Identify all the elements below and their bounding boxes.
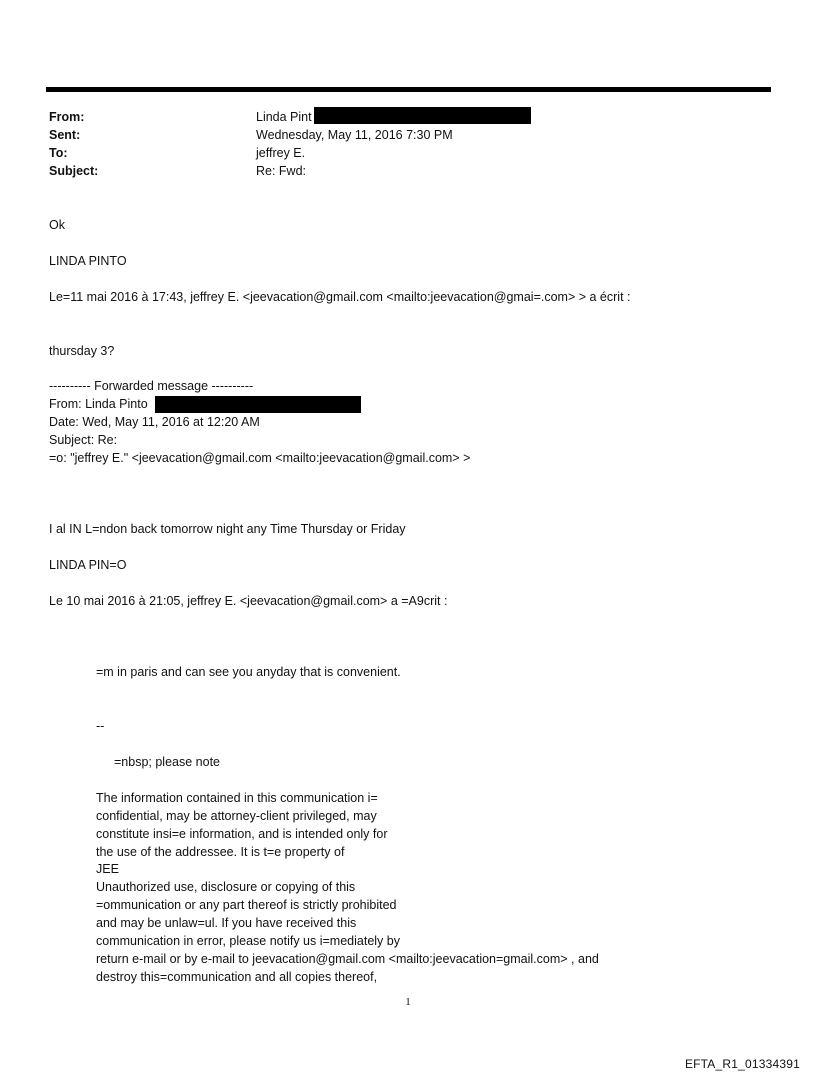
body-line: thursday 3? <box>49 344 115 358</box>
sent-value: Wednesday, May 11, 2016 7:30 PM <box>256 128 453 142</box>
to-label: To: <box>49 146 68 160</box>
body-line: Le=11 mai 2016 à 17:43, jeffrey E. <jeevacation@gmail.com <mailto:jeevacation@gmai=.com> > a écrit : <box>49 290 631 304</box>
disclaimer-line: confidential, may be attorney-client privileged, may <box>96 809 377 823</box>
body-line: Le 10 mai 2016 à 21:05, jeffrey E. <jeevacation@gmail.com> a =A9crit : <box>49 594 448 608</box>
disclaimer-line: return e-mail or by e-mail to jeevacation@gmail.com <mailto:jeevacation=gmail.com> , and <box>96 952 599 966</box>
body-line: LINDA PIN=O <box>49 558 127 572</box>
disclaimer-line: communication in error, please notify us i=mediately by <box>96 934 400 948</box>
signature-separator: -- <box>96 719 105 733</box>
disclaimer-line: =ommunication or any part thereof is strictly prohibited <box>96 898 397 912</box>
disclaimer-line: the use of the addressee. It is t=e property of <box>96 845 345 859</box>
body-line: =nbsp; please note <box>114 755 220 769</box>
disclaimer-line: destroy this=communication and all copies thereof, <box>96 970 378 984</box>
forwarded-date: Date: Wed, May 11, 2016 at 12:20 AM <box>49 415 260 429</box>
body-line: Ok <box>49 218 65 232</box>
page-number: 1 <box>405 996 411 1008</box>
forwarded-to: =o: "jeffrey E." <jeevacation@gmail.com <mailto:jeevacation@gmail.com> > <box>49 451 471 465</box>
disclaimer-line: constitute insi=e information, and is intended only for <box>96 827 388 841</box>
forwarded-separator: ---------- Forwarded message ---------- <box>49 379 254 393</box>
forwarded-from: From: Linda Pinto <box>49 397 148 411</box>
disclaimer-line: and may be unlaw=ul. If you have received this <box>96 916 357 930</box>
body-line: I al IN L=ndon back tomorrow night any Time Thursday or Friday <box>49 522 406 536</box>
from-label: From: <box>49 110 85 124</box>
header-rule <box>46 87 771 92</box>
disclaimer-line: The information contained in this communication i= <box>96 791 378 805</box>
redaction-box <box>314 107 531 124</box>
disclaimer-line: JEE <box>96 862 119 876</box>
body-line: =m in paris and can see you anyday that is convenient. <box>96 665 401 679</box>
from-value: Linda Pint <box>256 110 312 124</box>
bates-number: EFTA_R1_01334391 <box>684 1057 800 1071</box>
to-value: jeffrey E. <box>256 146 306 160</box>
disclaimer-line: Unauthorized use, disclosure or copying of this <box>96 880 356 894</box>
forwarded-subject: Subject: Re: <box>49 433 118 447</box>
body-line: LINDA PINTO <box>49 254 127 268</box>
redaction-box <box>155 396 361 413</box>
subject-label: Subject: <box>49 164 99 178</box>
sent-label: Sent: <box>49 128 81 142</box>
subject-value: Re: Fwd: <box>256 164 307 178</box>
